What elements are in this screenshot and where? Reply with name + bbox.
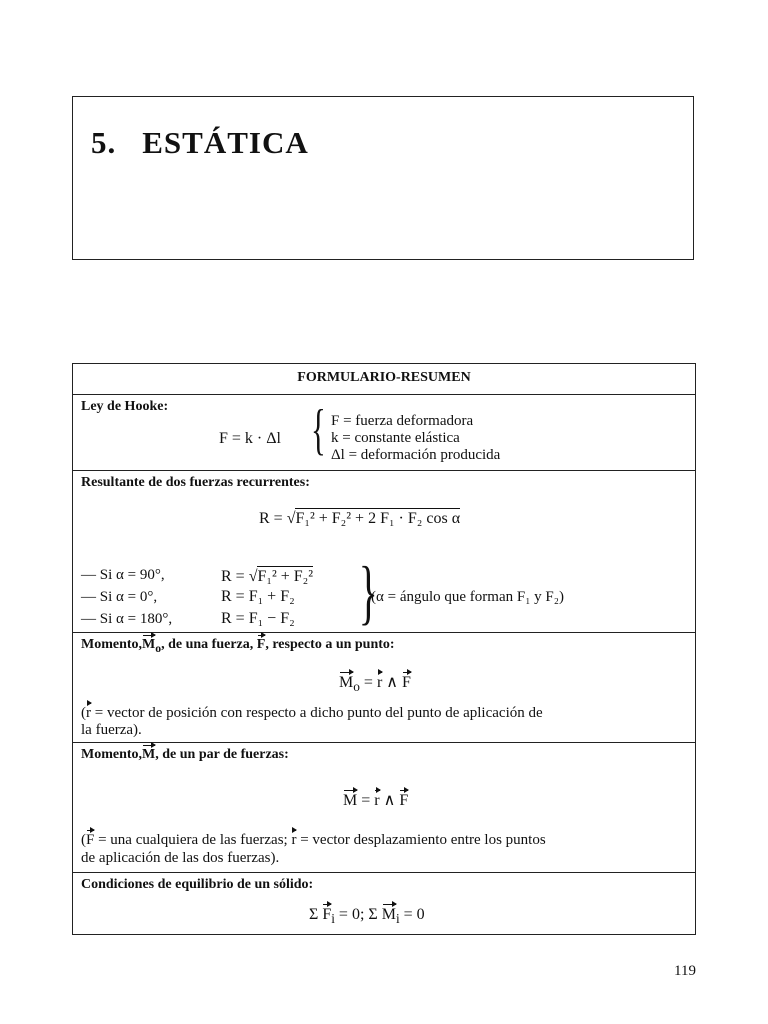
chapter-title-box <box>72 96 694 260</box>
moment-couple-title <box>81 747 289 763</box>
equilibrium-formula <box>309 906 425 927</box>
mp-title-m <box>142 637 155 653</box>
case-90-radicand: F₁² + F₂² <box>257 568 314 585</box>
angle-note: (α = ángulo que forman F₁ y F₂) <box>371 589 565 605</box>
mc-formula-op: ∧ <box>379 792 400 809</box>
moment-point-note-line-1: (r = vector de posición con respecto a dicho punto del punto de aplicación de <box>81 705 543 721</box>
hooke-def-1: F = fuerza deformadora <box>331 413 474 429</box>
mp-formula-f: F <box>401 674 411 691</box>
mp-title-b: , de una fuerza, <box>161 637 254 652</box>
eq-sub-2: i <box>395 911 400 927</box>
case-180-condition: — Si α = 180°, <box>81 611 173 627</box>
resultant-formula-radicand: F₁² + F₂² + 2 F₁ · F₂ cos α <box>295 510 461 527</box>
mc-formula-r: r <box>374 792 380 809</box>
chapter-heading <box>91 125 309 161</box>
mc-note-b: = vector desplazamiento entre los puntos <box>296 832 546 848</box>
hooke-def-2: k = constante elástica <box>331 430 460 446</box>
mp-note-r: r <box>86 705 91 721</box>
formula-summary-table <box>72 363 696 935</box>
case-90-condition: — Si α = 90°, <box>81 567 165 583</box>
moment-point-title <box>81 637 395 655</box>
resultant-section <box>73 470 695 633</box>
mp-formula-eq: = <box>359 674 377 691</box>
moment-point-formula <box>339 672 411 695</box>
mc-formula-f: F <box>399 792 409 809</box>
eq-mid: = 0; Σ <box>334 906 382 923</box>
case-90-lhs: R = <box>221 568 249 585</box>
chapter-title: ESTÁTICA <box>142 125 309 160</box>
resultant-title: Resultante de dos fuerzas recurrentes: <box>81 475 310 490</box>
case-180-formula: R = F₁ − F₂ <box>221 610 295 627</box>
page-number: 119 <box>674 963 696 979</box>
eq-sum-1: Σ <box>309 906 323 923</box>
mp-title-c: , respecto a un punto: <box>265 637 395 652</box>
mp-formula-op: ∧ <box>382 674 402 691</box>
mp-title-a: Momento, <box>81 637 143 652</box>
mp-formula-r: r <box>376 674 383 691</box>
moment-point-note-line-2: la fuerza). <box>81 722 142 738</box>
eq-end: = 0 <box>399 906 425 923</box>
case-0-condition: — Si α = 0°, <box>81 589 158 605</box>
mp-title-f: F <box>256 637 266 652</box>
mc-note-f: F <box>86 832 95 848</box>
moment-couple-section <box>73 742 695 873</box>
case-90-formula: R = √F₁² + F₂² <box>221 568 314 585</box>
moment-couple-formula <box>343 790 408 810</box>
moment-couple-note-line-1: (F = una cualquiera de las fuerzas; r = vector desplazamiento entre los puntos <box>81 832 546 848</box>
hooke-brace: { <box>311 399 326 461</box>
hooke-def-3: Δl = deformación producida <box>331 447 501 463</box>
mp-note-text-1: = vector de posición con respecto a dicho punto del punto de aplicación de <box>91 705 543 721</box>
mp-formula-m: M <box>339 674 354 691</box>
mc-formula-eq: = <box>357 792 375 809</box>
hooke-section <box>73 394 695 471</box>
eq-sub-1: i <box>331 911 335 927</box>
case-0-formula: R = F₁ + F₂ <box>221 588 295 605</box>
mc-note-r: r <box>291 832 297 848</box>
mc-title-m: M <box>142 747 156 762</box>
mc-title-b: , de un par de fuerzas: <box>155 747 289 762</box>
mc-formula-m: M <box>343 792 358 809</box>
mp-title-sub: o <box>155 641 162 655</box>
eq-f: F <box>322 906 332 923</box>
mc-title-a: Momento, <box>81 747 143 762</box>
equilibrium-section <box>73 872 695 933</box>
hooke-formula: F = k · Δl <box>219 430 281 447</box>
equilibrium-title: Condiciones de equilibrio de un sólido: <box>81 877 314 892</box>
summary-header-row <box>73 364 695 395</box>
eq-m: M <box>381 906 396 923</box>
summary-header: FORMULARIO-RESUMEN <box>297 370 471 385</box>
mp-title-m-sym: M <box>142 637 156 652</box>
mc-note-a: = una cualquiera de las fuerzas; <box>94 832 292 848</box>
moment-couple-note-line-2: de aplicación de las dos fuerzas). <box>81 850 280 866</box>
chapter-number: 5. <box>91 125 117 160</box>
resultant-formula: R = √F₁² + F₂² + 2 F₁ · F₂ cos α <box>259 510 461 527</box>
moment-point-section <box>73 632 695 743</box>
hooke-title: Ley de Hooke: <box>81 399 169 414</box>
mp-formula-sub: o <box>353 679 360 695</box>
cases-brace: } <box>358 552 378 632</box>
resultant-formula-lhs: R = <box>259 510 287 527</box>
